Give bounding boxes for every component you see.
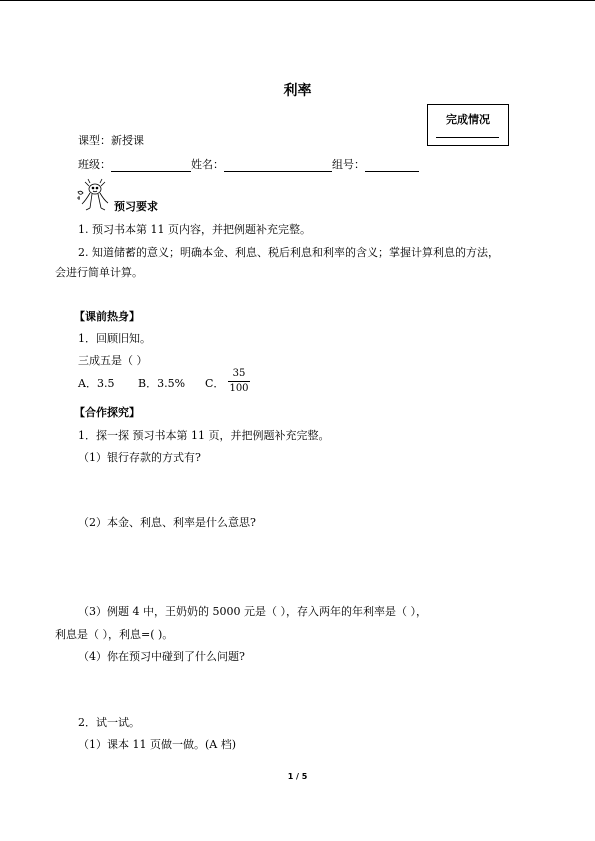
top-rule <box>0 0 595 1</box>
student-info-line <box>78 158 419 172</box>
explore-item-2-question-1: （1）课本 11 页做一做。(A 档) <box>78 738 237 751</box>
explore-heading: 【合作探究】 <box>74 406 140 419</box>
explore-question-3-line-2: 利息是（ ），利息=( )。 <box>55 628 174 641</box>
page-title: 利率 <box>283 83 312 99</box>
name-blank[interactable] <box>224 160 332 172</box>
warmup-heading: 【课前热身】 <box>74 310 140 323</box>
fraction-numerator: 35 <box>232 368 246 379</box>
group-blank[interactable] <box>365 160 419 172</box>
explore-question-3-line-1: （3）例题 4 中，王奶奶的 5000 元是（ ），存入两年的年利率是（ ）， <box>78 605 427 618</box>
fraction-bar <box>228 381 250 382</box>
preview-item-2-line-2: 会进行简单计算。 <box>55 266 143 279</box>
doodle-icon <box>74 178 112 212</box>
option-c: C． <box>205 377 225 390</box>
page-number: 1 / 5 <box>287 772 308 781</box>
preview-heading: 预习要求 <box>114 200 158 213</box>
explore-question-4: （4）你在预习中碰到了什么问题? <box>78 650 245 663</box>
completion-status-label: 完成情况 <box>446 113 490 126</box>
warmup-item-1: 1．回顾旧知。 <box>78 332 151 345</box>
fraction-denominator: 100 <box>229 383 249 394</box>
explore-question-2: （2）本金、利息、利率是什么意思? <box>78 516 256 529</box>
warmup-question: 三成五是（ ） <box>78 354 148 367</box>
class-blank[interactable] <box>111 160 191 172</box>
class-label: 班级： <box>78 158 111 171</box>
option-a: A．3.5 <box>78 377 115 390</box>
name-label: 姓名： <box>191 158 224 171</box>
explore-item-1: 1．探一探 预习书本第 11 页，并把例题补充完整。 <box>78 429 330 442</box>
explore-question-1: （1）银行存款的方式有? <box>78 451 201 464</box>
fraction <box>228 368 250 395</box>
completion-status-blank <box>436 137 499 138</box>
group-label: 组号： <box>332 158 365 171</box>
preview-item-1: 1. 预习书本第 11 页内容，并把例题补充完整。 <box>78 223 311 236</box>
preview-item-2-line-1: 2. 知道储蓄的意义；明确本金、利息、税后利息和利率的含义；掌握计算利息的方法， <box>78 246 499 259</box>
completion-status-box <box>427 104 509 146</box>
course-type: 课型：新授课 <box>78 134 144 147</box>
explore-item-2: 2．试一试。 <box>78 716 140 729</box>
option-b: B．3.5% <box>138 377 186 390</box>
